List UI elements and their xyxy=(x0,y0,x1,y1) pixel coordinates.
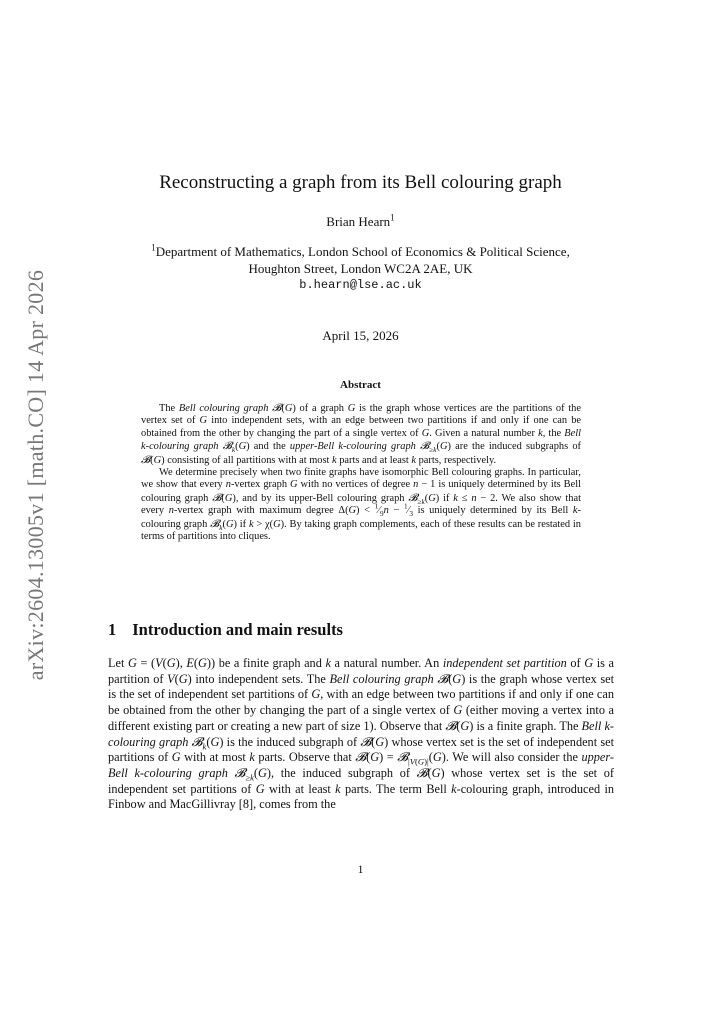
affiliation-line-1: Department of Mathematics, London School of Economics & Political Science, xyxy=(155,244,570,259)
author-line xyxy=(0,214,721,230)
section-heading xyxy=(108,620,343,640)
arxiv-identifier[interactable]: arXiv:2604.13005v1 [math.CO] 14 Apr 2026 xyxy=(23,269,48,681)
section-number: 1 xyxy=(108,620,117,639)
affiliation-mark: 1 xyxy=(151,242,156,253)
abstract-heading: Abstract xyxy=(340,379,381,391)
section-title: Introduction and main results xyxy=(132,620,343,639)
paper-title: Reconstructing a graph from its Bell colouring graph xyxy=(159,172,562,193)
affiliation xyxy=(0,243,721,277)
affiliation-line-2: Houghton Street, London WC2A 2AE, UK xyxy=(248,261,473,276)
author-name: Brian Hearn xyxy=(326,214,391,229)
abstract-body xyxy=(141,402,581,543)
abstract-paragraph-1: The Bell colouring graph 𝓑(G) of a graph G is the graph whose vertices are the partitions of the vertex set of G into independent sets, with an edge between two partitions if and only if one can be obtained from the other by changing the part of a single vertex of G. Given a natural number k, the Bell k-colouring graph 𝓑$_k$(G) and the upper-Bell k-colouring graph 𝓑$_{\ge k}$(G) are the induced subgraphs of 𝓑(G) consisting of all partitions with at most k parts and at least k parts, respectively. xyxy=(141,402,582,466)
abstract-paragraph-2: We determine precisely when two finite graphs have isomorphic Bell colouring graphs. In particular, we show that every n-vertex graph G with no vertices of degree n − 1 is uniquely determined by its Bell colouring graph 𝓑(G), and by its upper-Bell colouring graph 𝓑$_{\ge k}$(G) if k ≤ n − 2. We also show that every n-vertex graph with maximum degree $\Delta(G) < ^1⁄_9n$ − $^1⁄_3$ is uniquely determined by its Bell k-colouring graph 𝓑$_k$(G) if k > χ(G). By taking graph complements, each of these results can be restated in terms of partitions into cliques. xyxy=(141,467,581,543)
author-email[interactable]: b.hearn@lse.ac.uk xyxy=(299,278,422,292)
author-affiliation-mark: 1 xyxy=(390,212,395,223)
intro-body xyxy=(108,656,614,813)
page-number: 1 xyxy=(357,862,364,876)
paper-date: April 15, 2026 xyxy=(322,328,399,343)
intro-paragraph-1: Let G = (V(G), E(G)) be a finite graph and k a natural number. An independent set partition of G is a partition of V(G) into independent sets. The Bell colouring graph 𝓑(G) is the graph whose vertex set is the set of independent set partitions of G, with an edge between two partitions if and only if one can be obtained from the other by changing the part of a single vertex of G (either moving a vertex into a different existing part or creating a new part of size 1). Observe that 𝓑(G) is a finite graph. The Bell k-colouring graph 𝓑$_k$(G) is the induced subgraph of 𝓑(G) whose vertex set is the set of independent set partitions of G with at most k parts. Observe that 𝓑(G) = 𝓑$_{|V(G)|}$(G). We will also consider the upper-Bell k-colouring graph 𝓑$_{\ge k}$(G), the induced subgraph of 𝓑(G) whose vertex set is the set of independent set partitions of G with at least k parts. The term Bell k-colouring graph, introduced in Finbow and MacGillivray [8], comes from the xyxy=(108,656,615,812)
